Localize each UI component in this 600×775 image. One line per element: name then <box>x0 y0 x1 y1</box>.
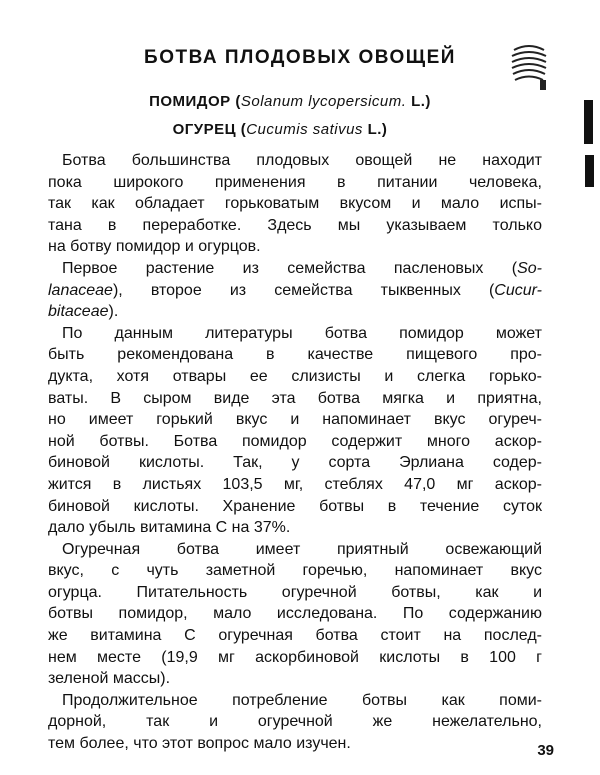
text-line: дорной, так и огуречной же нежелательно, <box>48 713 542 731</box>
text-line: так как обладает горьковатым вкусом и мало испы- <box>48 195 542 213</box>
paragraph <box>48 258 542 323</box>
text-line: ботвы помидор, мало исследована. По содержанию <box>48 605 542 623</box>
text-line: тем более, что этот вопрос мало изучен. <box>48 735 351 753</box>
subheading-tomato-author: L.) <box>406 93 431 110</box>
body-text <box>48 150 542 755</box>
thumb-print-mark <box>506 40 552 92</box>
paragraph <box>48 690 542 755</box>
text-line: но имеет горький вкус и напоминает вкус огуреч- <box>48 411 542 429</box>
subheading-cucumber-name: ОГУРЕЦ <box>172 121 237 138</box>
text-line: Первое растение из семейства пасленовых (So- <box>62 259 542 277</box>
subheading-tomato-paren-open: ( <box>235 93 241 110</box>
paragraph <box>48 150 542 258</box>
text-line: lanaceae), второе из семейства тыквенных (Cucur- <box>48 281 542 299</box>
subheading-cucumber-paren-open: ( <box>240 121 247 138</box>
text-line: на ботву помидор и огурцов. <box>48 238 261 256</box>
edge-bleed-mark <box>585 155 594 187</box>
text-line: нем месте (19,9 мг аскорбиновой кислоты в 100 г <box>48 648 542 666</box>
page-number: 39 <box>537 742 554 759</box>
text-line: ной ботвы. Ботва помидор содержит много аскор- <box>48 432 542 450</box>
edge-bleed-mark <box>584 100 593 144</box>
text-line: По данным литературы ботва помидор может <box>62 324 542 342</box>
text-line: огурца. Питательность огуречной ботвы, как и <box>48 583 542 601</box>
text-line: пока широкого применения в питании человека, <box>48 173 542 191</box>
text-line: быть рекомендована в качестве пищевого про- <box>48 346 542 364</box>
text-line: дукта, хотя отвары ее слизисты и слегка горько- <box>48 367 542 385</box>
text-line: зеленой массы). <box>48 670 171 688</box>
text-line: биновой кислоты. Хранение ботвы в течение суток <box>48 497 542 515</box>
subheading-tomato-name: ПОМИДОР <box>149 93 231 110</box>
subheading-cucumber-author: L.) <box>362 121 388 138</box>
text-line: тана в переработке. Здесь мы указываем только <box>48 216 542 234</box>
chapter-title: БОТВА ПЛОДОВЫХ ОВОЩЕЙ <box>144 47 456 68</box>
text-line: жится в листьях 103,5 мг, стеблях 47,0 мг аскор- <box>48 475 542 493</box>
text-line: биновой кислоты. Так, у сорта Эрлиана содер- <box>48 454 542 472</box>
text-line: дало убыль витамина С на 37%. <box>48 519 291 537</box>
text-line: же витамина С огуречная ботва стоит на послед- <box>48 627 542 645</box>
subheading-tomato <box>0 93 590 110</box>
subheading-cucumber <box>0 121 580 138</box>
paragraph <box>48 539 542 690</box>
text-line: вкус, с чуть заметной горечью, напоминает вкус <box>48 562 542 580</box>
subheading-cucumber-latin: Cucumis sativus <box>246 121 363 138</box>
text-line: ваты. В сыром виде эта ботва мягка и приятна, <box>48 389 542 407</box>
text-line: Огуречная ботва имеет приятный освежающий <box>62 540 542 558</box>
text-line: Продолжительное потребление ботвы как поми- <box>62 691 542 709</box>
text-line: bitaceae). <box>48 303 119 321</box>
subheading-tomato-latin: Solanum lycopersicum. <box>240 93 407 110</box>
paragraph <box>48 323 542 539</box>
text-line: Ботва большинства плодовых овощей не находит <box>62 152 542 169</box>
